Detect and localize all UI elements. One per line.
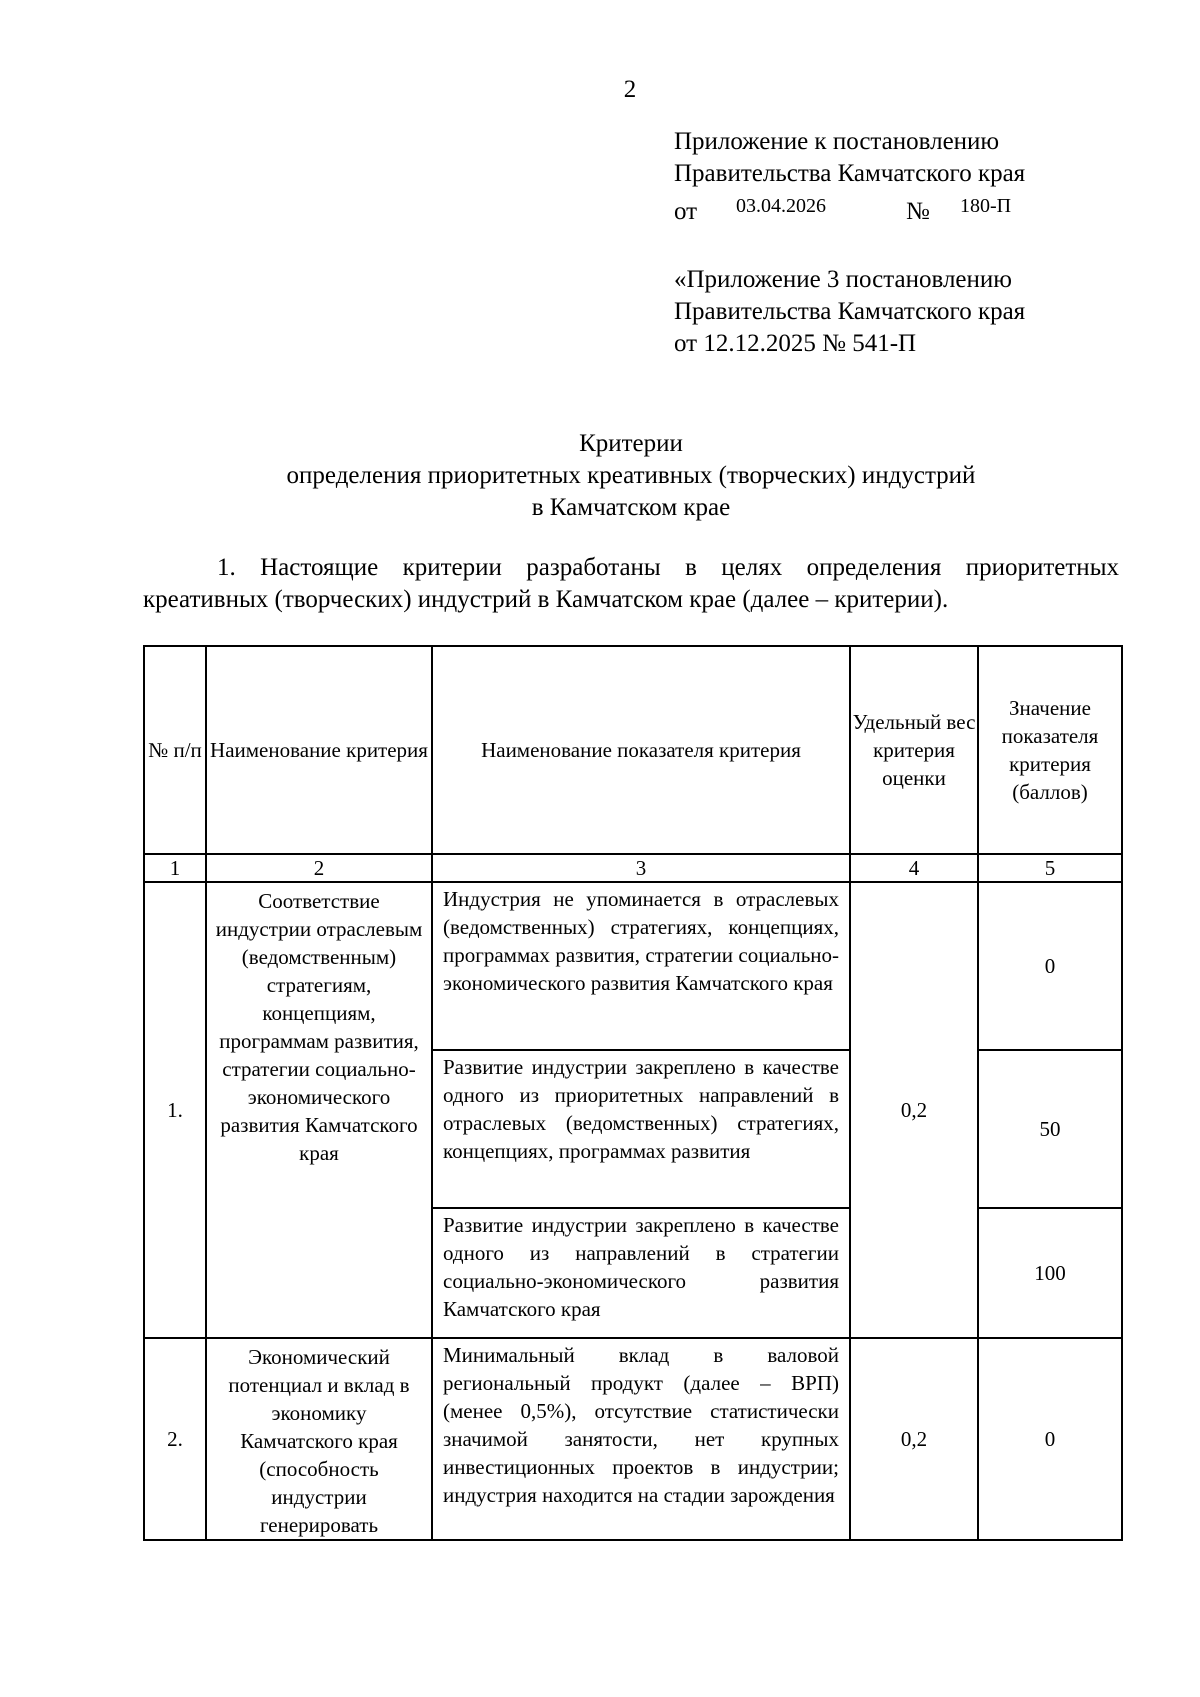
appendix-header [674, 126, 1025, 224]
col-number: 5 [978, 854, 1122, 882]
title-line-2: определения приоритетных креативных (творческих) индустрий [286, 462, 976, 489]
document-title [143, 428, 1119, 524]
indicator-text: Развитие индустрии закреплено в качестве одного из приоритетных направлений в отраслевых (ведомственных) стратегиях, концепциях, программах развития [432, 1050, 850, 1208]
column-number-row [144, 854, 1122, 882]
header-value: Значение показателя критерия (баллов) [978, 646, 1122, 854]
header-num: № п/п [144, 646, 206, 854]
appendix-line-1: Приложение к постановлению [674, 128, 1000, 155]
appendix-date: 03.04.2026 [736, 195, 826, 217]
title-line-1: Критерии [579, 430, 683, 457]
criterion-name: Соответствие индустрии отраслевым (ведомственным) стратегиям, концепциям, программам развития, стратегии социально-экономического развития Камчатского края [206, 882, 432, 1338]
ot-label: от [674, 198, 698, 225]
appendix3-line-1: «Приложение 3 постановлению [674, 266, 1012, 293]
col-number: 2 [206, 854, 432, 882]
criterion-weight: 0,2 [850, 1338, 978, 1540]
header-weight: Удельный вес критерия оценки [850, 646, 978, 854]
col-number: 3 [432, 854, 850, 882]
table-row [144, 882, 1122, 1050]
col-number: 4 [850, 854, 978, 882]
table-row [144, 1338, 1122, 1540]
intro-paragraph: 1. Настоящие критерии разработаны в целях определения приоритетных креативных (творческих) индустрий в Камчатском крае (далее – критерии). [143, 554, 1119, 613]
appendix3-line-3: от 12.12.2025 № 541-П [674, 330, 917, 357]
appendix-number: 180-П [960, 195, 1012, 217]
indicator-value: 50 [978, 1050, 1122, 1208]
indicator-text: Минимальный вклад в валовой региональный продукт (далее – ВРП) (менее 0,5%), отсутствие статистически значимой занятости, нет крупных инвестиционных проектов в индустрии; индустрия находится на стадии зарождения [432, 1338, 850, 1540]
table-header-row [144, 646, 1122, 854]
indicator-text: Индустрия не упоминается в отраслевых (ведомственных) стратегиях, концепциях, программах развития, стратегии социально-экономического развития Камчатского края [432, 882, 850, 1050]
criterion-weight: 0,2 [850, 882, 978, 1338]
number-sign: № [906, 198, 930, 225]
appendix-line-2: Правительства Камчатского края [674, 160, 1026, 187]
indicator-text: Развитие индустрии закреплено в качестве одного из направлений в стратегии социально-экономического развития Камчатского края [432, 1208, 850, 1338]
indicator-value: 0 [978, 882, 1122, 1050]
criteria-table [143, 645, 1123, 1541]
title-line-3: в Камчатском крае [531, 494, 731, 521]
criterion-name: Экономический потенциал и вклад в экономику Камчатского края (способность индустрии генерировать [206, 1338, 432, 1540]
col-number: 1 [144, 854, 206, 882]
appendix3-line-2: Правительства Камчатского края [674, 298, 1026, 325]
header-indicator: Наименование показателя критерия [432, 646, 850, 854]
row-number: 2. [144, 1338, 206, 1540]
indicator-value: 0 [978, 1338, 1122, 1540]
page-number: 2 [623, 76, 637, 103]
appendix3-header [674, 264, 1025, 360]
row-number: 1. [144, 882, 206, 1338]
indicator-value: 100 [978, 1208, 1122, 1338]
header-name: Наименование критерия [206, 646, 432, 854]
appendix-date-line [674, 190, 1025, 224]
